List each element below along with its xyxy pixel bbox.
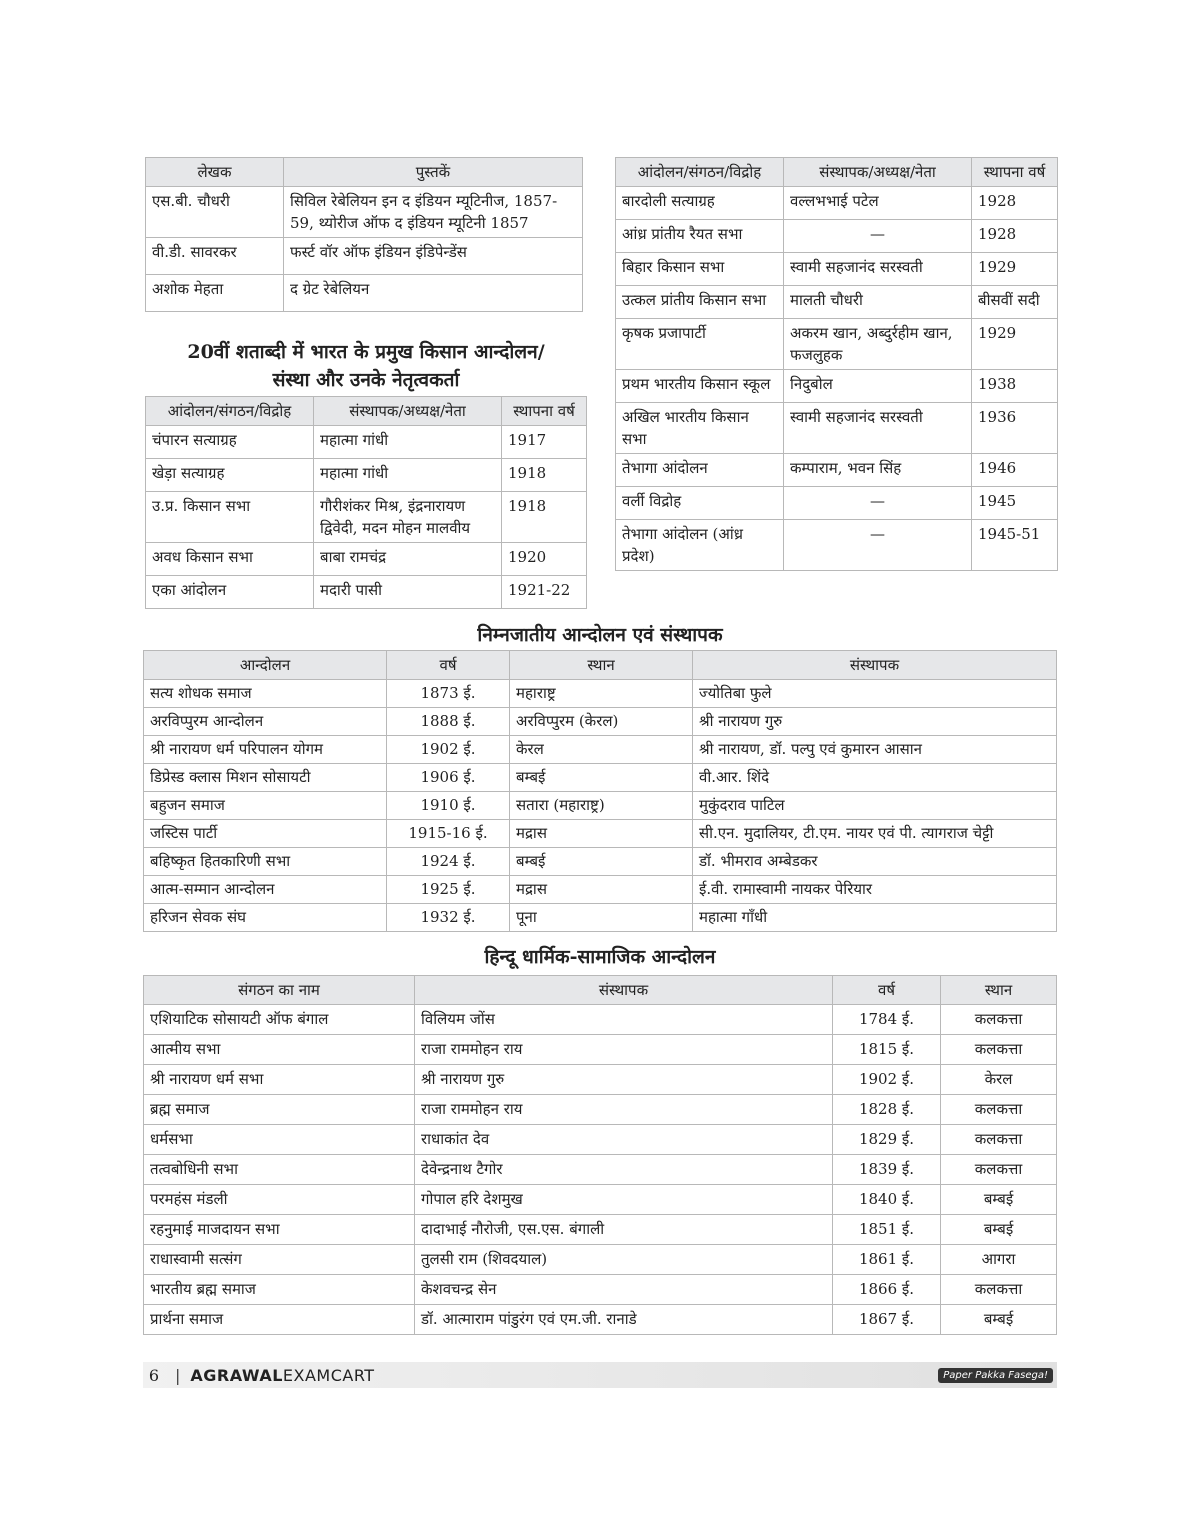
- table-cell: 1873 ई.: [387, 680, 510, 708]
- table-row: [146, 543, 587, 576]
- table-cell: 1946: [972, 454, 1058, 487]
- table-cell: 1925 ई.: [387, 876, 510, 904]
- table-row: [146, 275, 583, 312]
- col-header-founder: संस्थापक: [693, 651, 1057, 680]
- col-header-year: स्थापना वर्ष: [972, 158, 1058, 187]
- table-cell: तेभागा आंदोलन: [616, 454, 784, 487]
- table-row: [146, 238, 583, 275]
- table-cell: बहुजन समाज: [144, 792, 387, 820]
- col-header-year: वर्ष: [387, 651, 510, 680]
- table-cell: सी.एन. मुदालियर, टी.एम. नायर एवं पी. त्यागराज चेट्टी: [693, 820, 1057, 848]
- col-header-movement: आंदोलन/संगठन/विद्रोह: [616, 158, 784, 187]
- page-number: 6: [148, 1365, 160, 1385]
- table-row: [146, 576, 587, 609]
- table-cell: ई.वी. रामास्वामी नायकर पेरियार: [693, 876, 1057, 904]
- table-cell: कलकत्ता: [941, 1035, 1057, 1065]
- table-cell: श्री नारायण धर्म सभा: [144, 1065, 415, 1095]
- table-cell: बम्बई: [941, 1185, 1057, 1215]
- page-footer: [143, 1362, 1057, 1388]
- table-cell: बम्बई: [941, 1215, 1057, 1245]
- table-cell: आगरा: [941, 1245, 1057, 1275]
- table-cell: आत्म-सम्मान आन्दोलन: [144, 876, 387, 904]
- table-cell: महाराष्ट्र: [510, 680, 693, 708]
- table-cell: 1861 ई.: [833, 1245, 941, 1275]
- table-row: [144, 1305, 1057, 1335]
- table-cell: 1924 ई.: [387, 848, 510, 876]
- table-row: [146, 187, 583, 238]
- table-cell: बम्बई: [510, 764, 693, 792]
- table-row: [144, 848, 1057, 876]
- table-cell: 1929: [972, 319, 1058, 370]
- table-cell: राधाकांत देव: [415, 1125, 833, 1155]
- table-row: [616, 370, 1058, 403]
- table-cell: 1784 ई.: [833, 1005, 941, 1035]
- brand-name-part2: EXAMCART: [282, 1365, 375, 1385]
- table-cell: बाबा रामचंद्र: [314, 543, 502, 576]
- table-row: [616, 487, 1058, 520]
- table-cell: 1932 ई.: [387, 904, 510, 932]
- table-cell: कलकत्ता: [941, 1095, 1057, 1125]
- table-cell: कलकत्ता: [941, 1125, 1057, 1155]
- lower-caste-table: [143, 650, 1057, 932]
- table-cell: राजा राममोहन राय: [415, 1095, 833, 1125]
- table-cell: दादाभाई नौरोजी, एस.एस. बंगाली: [415, 1215, 833, 1245]
- table-cell: बारदोली सत्याग्रह: [616, 187, 784, 220]
- table-cell: खेड़ा सत्याग्रह: [146, 459, 314, 492]
- table-row: [144, 904, 1057, 932]
- table-cell: रहनुमाई माजदायन सभा: [144, 1215, 415, 1245]
- table-cell: सत्य शोधक समाज: [144, 680, 387, 708]
- table-row: [616, 403, 1058, 454]
- table-cell: 1840 ई.: [833, 1185, 941, 1215]
- table-cell: 1815 ई.: [833, 1035, 941, 1065]
- kisan-heading: [145, 338, 587, 394]
- table-row: [616, 319, 1058, 370]
- table-cell: अरविप्पुरम आन्दोलन: [144, 708, 387, 736]
- table-cell: महात्मा गाँधी: [693, 904, 1057, 932]
- table-cell: मदारी पासी: [314, 576, 502, 609]
- table-cell: 1945-51: [972, 520, 1058, 571]
- table-row: [144, 680, 1057, 708]
- table-cell: 1945: [972, 487, 1058, 520]
- col-header-organization: संगठन का नाम: [144, 976, 415, 1005]
- table-cell: तेभागा आंदोलन (आंध्र प्रदेश): [616, 520, 784, 571]
- table-cell: कलकत्ता: [941, 1005, 1057, 1035]
- table-cell: एका आंदोलन: [146, 576, 314, 609]
- table-row: [616, 454, 1058, 487]
- table-cell: 1851 ई.: [833, 1215, 941, 1245]
- table-cell: प्रथम भारतीय किसान स्कूल: [616, 370, 784, 403]
- kisan-heading-line1: 20वीं शताब्दी में भारत के प्रमुख किसान आन्दोलन/: [187, 341, 545, 363]
- table-cell: पूना: [510, 904, 693, 932]
- table-cell: अरविप्पुरम (केरल): [510, 708, 693, 736]
- table-row: [144, 1275, 1057, 1305]
- table-cell: वर्ली विद्रोह: [616, 487, 784, 520]
- table-cell: 1938: [972, 370, 1058, 403]
- table-cell: अवध किसान सभा: [146, 543, 314, 576]
- kisan-table-left: [145, 396, 587, 609]
- table-cell: 1915-16 ई.: [387, 820, 510, 848]
- table-cell: वल्लभभाई पटेल: [784, 187, 972, 220]
- table-cell: सतारा (महाराष्ट्र): [510, 792, 693, 820]
- table-row: [616, 253, 1058, 286]
- table-cell: 1917: [502, 426, 587, 459]
- table-cell: बम्बई: [510, 848, 693, 876]
- table-cell: बहिष्कृत हितकारिणी सभा: [144, 848, 387, 876]
- col-header-author: लेखक: [146, 158, 284, 187]
- table-cell: श्री नारायण गुरु: [693, 708, 1057, 736]
- table-cell: एशियाटिक सोसायटी ऑफ बंगाल: [144, 1005, 415, 1035]
- table-cell: राधास्वामी सत्संग: [144, 1245, 415, 1275]
- table-cell: वी.आर. शिंदे: [693, 764, 1057, 792]
- table-cell: 1829 ई.: [833, 1125, 941, 1155]
- table-cell: आत्मीय सभा: [144, 1035, 415, 1065]
- table-row: [144, 1155, 1057, 1185]
- brand-name-part1: AGRAWAL: [190, 1365, 283, 1385]
- table-cell: बम्बई: [941, 1305, 1057, 1335]
- table-cell: आंध्र प्रांतीय रैयत सभा: [616, 220, 784, 253]
- table-cell: डॉ. आत्माराम पांडुरंग एवं एम.जी. रानाडे: [415, 1305, 833, 1335]
- kisan-heading-line2: संस्था और उनके नेतृत्वकर्ता: [272, 369, 460, 391]
- table-cell: 1928: [972, 187, 1058, 220]
- hindu-heading: हिन्दू धार्मिक-सामाजिक आन्दोलन: [484, 946, 716, 968]
- table-cell: अकरम खान, अब्दुर्रहीम खान, फजलुहक: [784, 319, 972, 370]
- table-row: [616, 520, 1058, 571]
- table-cell: धर्मसभा: [144, 1125, 415, 1155]
- table-cell: कृषक प्रजापार्टी: [616, 319, 784, 370]
- table-cell: उत्कल प्रांतीय किसान सभा: [616, 286, 784, 319]
- table-cell: ज्योतिबा फुले: [693, 680, 1057, 708]
- table-cell: राजा राममोहन राय: [415, 1035, 833, 1065]
- table-cell: 1867 ई.: [833, 1305, 941, 1335]
- table-cell: 1828 ई.: [833, 1095, 941, 1125]
- table-row: [144, 792, 1057, 820]
- table-cell: महात्मा गांधी: [314, 459, 502, 492]
- table-cell: सिविल रेबेलियन इन द इंडियन म्यूटिनीज, 1857-59, थ्योरीज ऑफ द इंडियन म्यूटिनी 1857: [284, 187, 583, 238]
- table-row: [144, 1065, 1057, 1095]
- table-row: [144, 1035, 1057, 1065]
- table-row: [144, 1185, 1057, 1215]
- kisan-table-right: [615, 157, 1058, 571]
- table-cell: 1906 ई.: [387, 764, 510, 792]
- table-cell: अखिल भारतीय किसान सभा: [616, 403, 784, 454]
- col-header-books: पुस्तकें: [284, 158, 583, 187]
- table-cell: मद्रास: [510, 820, 693, 848]
- table-cell: मद्रास: [510, 876, 693, 904]
- table-cell: कलकत्ता: [941, 1275, 1057, 1305]
- col-header-founder: संस्थापक/अध्यक्ष/नेता: [314, 397, 502, 426]
- table-cell: —: [784, 487, 972, 520]
- table-cell: गोपाल हरि देशमुख: [415, 1185, 833, 1215]
- col-header-movement: आन्दोलन: [144, 651, 387, 680]
- col-header-founder: संस्थापक/अध्यक्ष/नेता: [784, 158, 972, 187]
- table-cell: 1902 ई.: [387, 736, 510, 764]
- table-cell: कलकत्ता: [941, 1155, 1057, 1185]
- table-cell: केशवचन्द्र सेन: [415, 1275, 833, 1305]
- table-cell: देवेन्द्रनाथ टैगोर: [415, 1155, 833, 1185]
- table-cell: श्री नारायण धर्म परिपालन योगम: [144, 736, 387, 764]
- table-cell: चंपारन सत्याग्रह: [146, 426, 314, 459]
- table-cell: ब्रह्म समाज: [144, 1095, 415, 1125]
- table-row: [616, 286, 1058, 319]
- table-cell: 1866 ई.: [833, 1275, 941, 1305]
- table-cell: 1936: [972, 403, 1058, 454]
- hindu-table: [143, 975, 1057, 1335]
- table-row: [616, 220, 1058, 253]
- table-cell: स्वामी सहजानंद सरस्वती: [784, 403, 972, 454]
- table-cell: महात्मा गांधी: [314, 426, 502, 459]
- table-row: [144, 736, 1057, 764]
- table-cell: श्री नारायण गुरु: [415, 1065, 833, 1095]
- table-cell: परमहंस मंडली: [144, 1185, 415, 1215]
- footer-separator: |: [175, 1365, 181, 1385]
- table-cell: 1920: [502, 543, 587, 576]
- table-cell: 1902 ई.: [833, 1065, 941, 1095]
- table-cell: मुकुंदराव पाटिल: [693, 792, 1057, 820]
- table-row: [146, 492, 587, 543]
- table-row: [144, 764, 1057, 792]
- table-row: [144, 1245, 1057, 1275]
- table-cell: 1888 ई.: [387, 708, 510, 736]
- table-cell: हरिजन सेवक संघ: [144, 904, 387, 932]
- table-cell: केरल: [510, 736, 693, 764]
- table-row: [146, 459, 587, 492]
- table-cell: 1929: [972, 253, 1058, 286]
- table-cell: स्वामी सहजानंद सरस्वती: [784, 253, 972, 286]
- table-row: [144, 1095, 1057, 1125]
- table-cell: कम्पाराम, भवन सिंह: [784, 454, 972, 487]
- table-cell: बीसवीं सदी: [972, 286, 1058, 319]
- table-row: [144, 1125, 1057, 1155]
- table-cell: केरल: [941, 1065, 1057, 1095]
- table-row: [144, 708, 1057, 736]
- table-cell: 1918: [502, 459, 587, 492]
- table-cell: श्री नारायण, डॉ. पल्पु एवं कुमारन आसान: [693, 736, 1057, 764]
- table-cell: 1918: [502, 492, 587, 543]
- col-header-place: स्थान: [941, 976, 1057, 1005]
- table-cell: मालती चौधरी: [784, 286, 972, 319]
- table-cell: तत्वबोधिनी सभा: [144, 1155, 415, 1185]
- table-cell: बिहार किसान सभा: [616, 253, 784, 286]
- col-header-year: वर्ष: [833, 976, 941, 1005]
- table-row: [146, 426, 587, 459]
- table-cell: 1839 ई.: [833, 1155, 941, 1185]
- col-header-year: स्थापना वर्ष: [502, 397, 587, 426]
- table-cell: 1910 ई.: [387, 792, 510, 820]
- col-header-founder: संस्थापक: [415, 976, 833, 1005]
- table-cell: 1928: [972, 220, 1058, 253]
- table-row: [144, 876, 1057, 904]
- table-cell: विलियम जोंस: [415, 1005, 833, 1035]
- table-cell: तुलसी राम (शिवदयाल): [415, 1245, 833, 1275]
- table-cell: वी.डी. सावरकर: [146, 238, 284, 275]
- brand-tagline: Paper Pakka Fasega!: [938, 1368, 1053, 1383]
- table-row: [616, 187, 1058, 220]
- table-cell: —: [784, 520, 972, 571]
- table-cell: डिप्रेस्ड क्लास मिशन सोसायटी: [144, 764, 387, 792]
- table-cell: जस्टिस पार्टी: [144, 820, 387, 848]
- table-cell: एस.बी. चौधरी: [146, 187, 284, 238]
- table-row: [144, 820, 1057, 848]
- col-header-place: स्थान: [510, 651, 693, 680]
- table-cell: अशोक मेहता: [146, 275, 284, 312]
- table-cell: डॉ. भीमराव अम्बेडकर: [693, 848, 1057, 876]
- table-cell: फर्स्ट वॉर ऑफ इंडियन इंडिपेन्डेंस: [284, 238, 583, 275]
- col-header-movement: आंदोलन/संगठन/विद्रोह: [146, 397, 314, 426]
- table-cell: 1921-22: [502, 576, 587, 609]
- authors-table: [145, 157, 583, 312]
- table-row: [144, 1215, 1057, 1245]
- table-cell: द ग्रेट रेबेलियन: [284, 275, 583, 312]
- table-cell: भारतीय ब्रह्म समाज: [144, 1275, 415, 1305]
- table-row: [144, 1005, 1057, 1035]
- table-cell: प्रार्थना समाज: [144, 1305, 415, 1335]
- table-cell: गौरीशंकर मिश्र, इंद्रनारायण द्विवेदी, मदन मोहन मालवीय: [314, 492, 502, 543]
- table-cell: —: [784, 220, 972, 253]
- table-cell: उ.प्र. किसान सभा: [146, 492, 314, 543]
- table-cell: निदुबोल: [784, 370, 972, 403]
- lower-caste-heading: निम्नजातीय आन्दोलन एवं संस्थापक: [477, 624, 723, 646]
